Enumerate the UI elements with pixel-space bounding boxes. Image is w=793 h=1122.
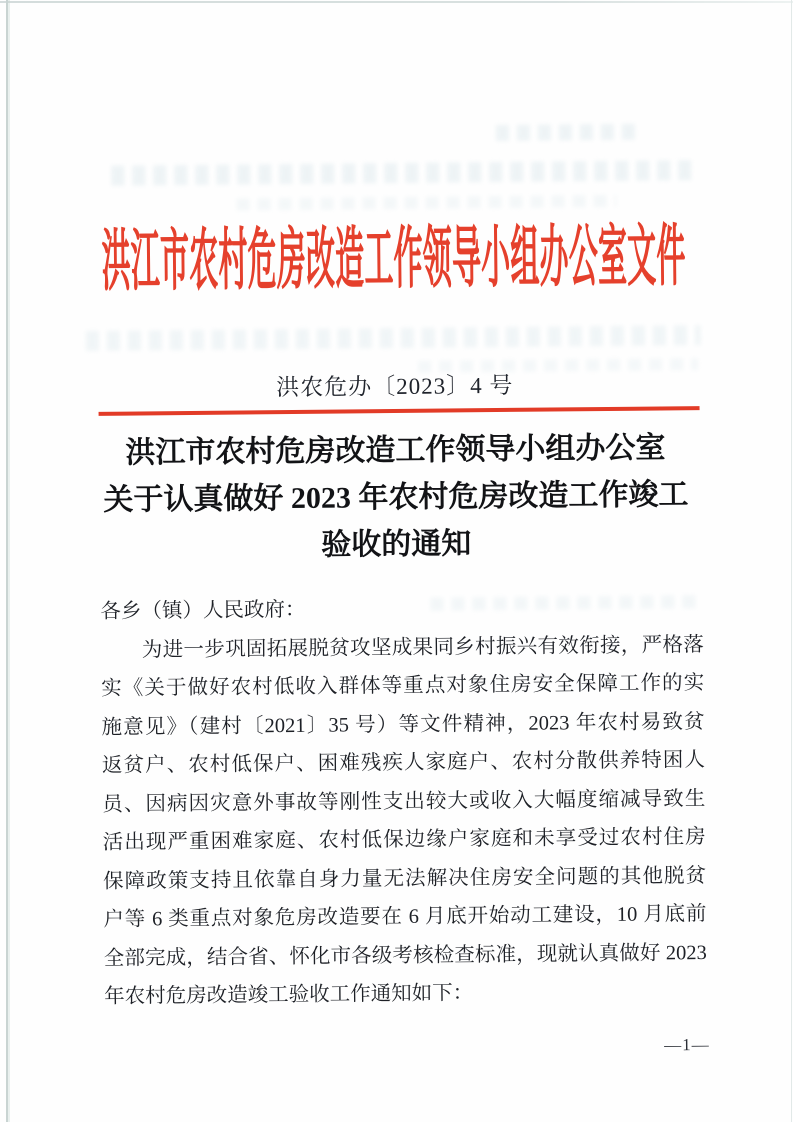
- body-line: 员、因病因灾意外事故等刚性支出较大或收入大幅度缩减导致生: [102, 787, 706, 816]
- body-line: 返贫户、农村低保户、困难残疾人家庭户、农村分散供养特困人: [101, 749, 706, 777]
- bleedthrough-ghost: [86, 325, 701, 351]
- document-body: [100, 587, 707, 1016]
- red-divider-rule: [99, 406, 700, 416]
- document-title-line-3: 验收的通知: [321, 527, 472, 562]
- bleedthrough-ghost: [237, 195, 617, 211]
- body-line: 全部完成，结合省、怀化市各级考核检查标准，现就认真做好 2023: [103, 941, 707, 970]
- bleedthrough-ghost: [111, 160, 696, 186]
- document-title: [0, 423, 793, 572]
- document-number: 洪农危办〔2023〕4 号: [276, 372, 514, 401]
- bleedthrough-ghost: [496, 124, 641, 141]
- page-number: —1—: [664, 1035, 710, 1055]
- red-header-banner-title: 洪江市农村危房改造工作领导小组办公室文件: [101, 220, 686, 301]
- body-line: 年农村危房改造竣工验收工作通知如下：: [104, 982, 474, 1008]
- body-line: 户等 6 类重点对象危房改造要在 6 月底开始动工建设，10 月底前: [103, 903, 707, 931]
- document-title-line-1: 洪江市农村危房改造工作领导小组办公室: [125, 431, 666, 470]
- body-line: 实《关于做好农村低收入群体等重点对象住房安全保障工作的实: [101, 672, 705, 700]
- salutation: 各乡（镇）人民政府：: [100, 598, 306, 623]
- document-title-line-2: 关于认真做好 2023 年农村危房改造工作竣工: [103, 478, 689, 517]
- body-line: 保障政策支持且依靠自身力量无法解决住房安全问题的其他脱贫: [102, 864, 707, 893]
- body-line: 活出现严重困难家庭、农村低保边缘户家庭和未享受过农村住房: [102, 826, 706, 854]
- body-line: 为进一步巩固拓展脱贫攻坚成果同乡村振兴有效衔接，严格落: [141, 633, 704, 661]
- body-line: 施意见》（建村〔2021〕35 号）等文件精神，2023 年农村易致贫: [101, 710, 705, 739]
